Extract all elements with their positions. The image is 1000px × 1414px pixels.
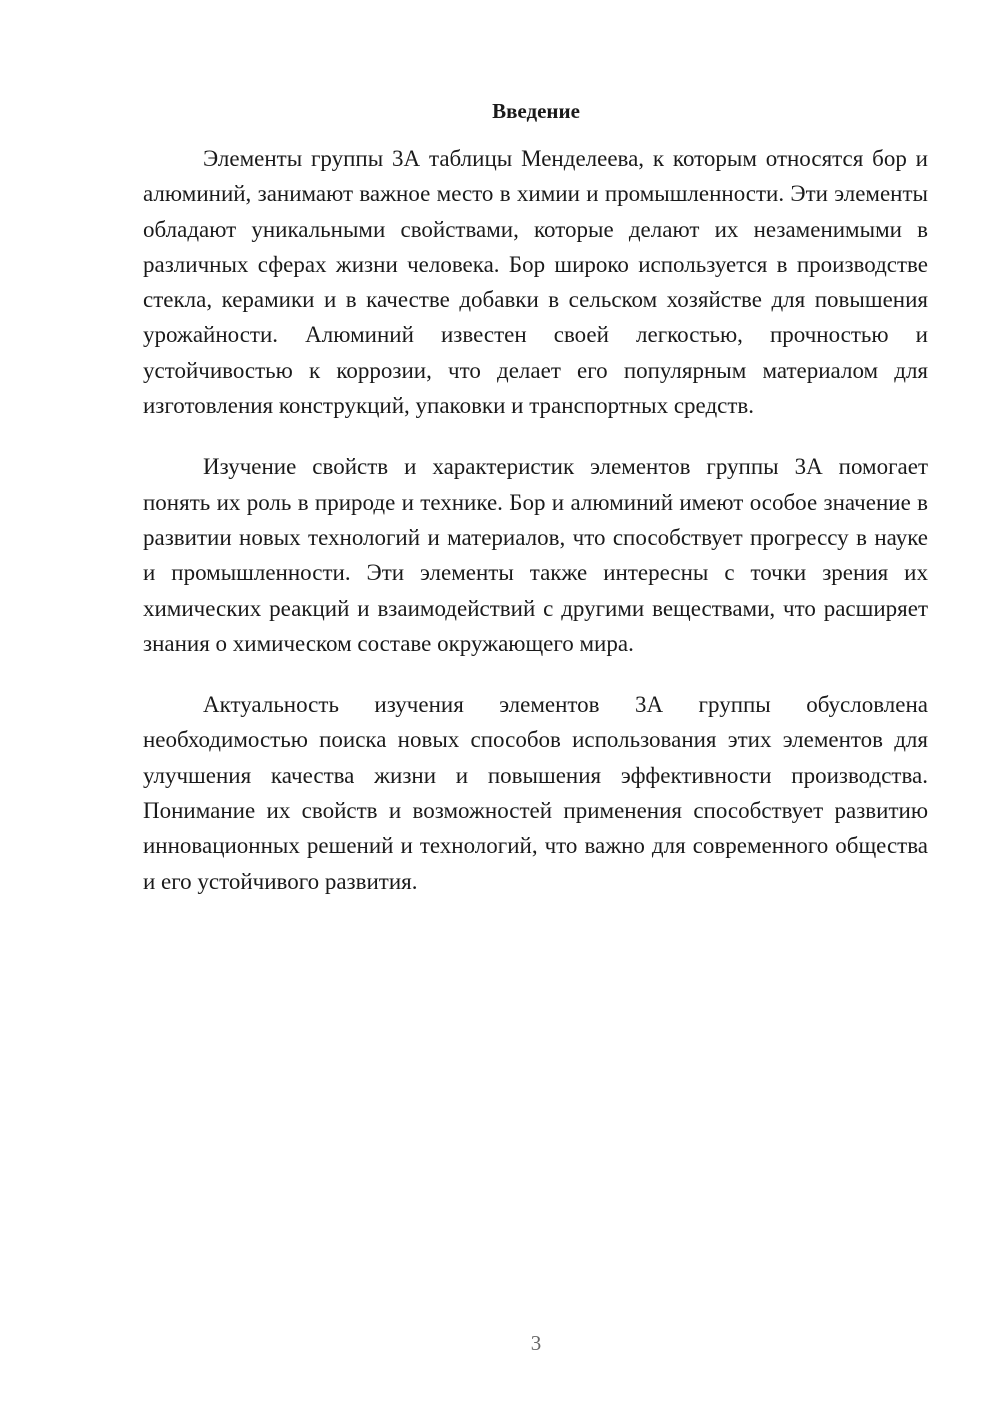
- section-heading: Введение: [492, 99, 580, 123]
- paragraph-1: Элементы группы 3А таблицы Менделеева, к которым относятся бор и алюминий, занимают важное место в химии и промышленности. Эти элементы обладают уникальными свойствами, которые делают их незаменимыми в различных сферах жизни человека. Бор широко используется в производстве стекла, керамики и в качестве добавки в сельском хозяйстве для повышения урожайности. Алюминий известен своей легкостью, прочностью и устойчивостью к коррозии, что делает его популярным материалом для изготовления конструкций, упаковки и транспортных средств.: [143, 146, 928, 419]
- paragraph-2: Изучение свойств и характеристик элементов группы 3А помогает понять их роль в природе и технике. Бор и алюминий имеют особое значение в развитии новых технологий и материалов, что способствует прогрессу в науке и промышленности. Эти элементы также интересны с точки зрения их химических реакций и взаимодействий с другими веществами, что расширяет знания о химическом составе окружающего мира.: [143, 454, 928, 656]
- page-number: 3: [530, 1331, 542, 1355]
- body-text: [143, 141, 928, 925]
- paragraph-3: Актуальность изучения элементов 3А группы обусловлена необходимостью поиска новых способов использования этих элементов для улучшения качества жизни и повышения эффективности производства. Понимание их свойств и возможностей применения способствует развитию инновационных решений и технологий, что важно для современного общества и его устойчивого развития.: [143, 692, 928, 894]
